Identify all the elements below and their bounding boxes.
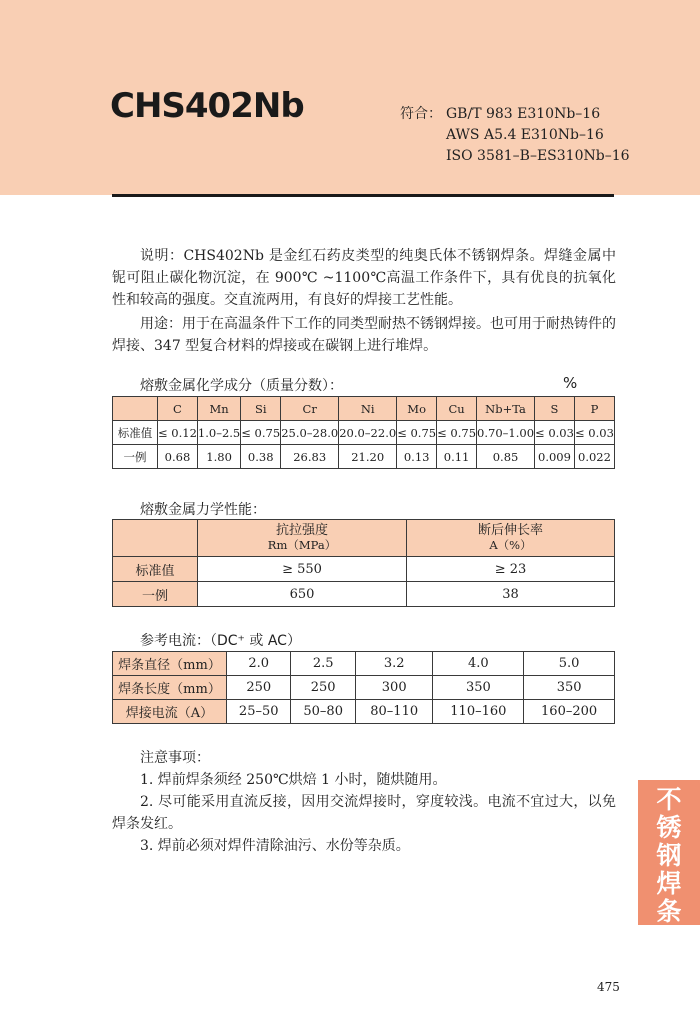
table-cell: 38 (407, 582, 615, 607)
table-cell: 25.0–28.0 (281, 421, 339, 445)
table-cell: 0.009 (535, 445, 575, 469)
column-header (198, 520, 407, 557)
table-row (113, 652, 615, 676)
table-cell: ≤ 0.75 (241, 421, 281, 445)
chemistry-table (112, 396, 615, 469)
table-cell: ≥ 23 (407, 557, 615, 582)
column-header: C (158, 397, 198, 421)
mechanical-section-title: 熔敷金属力学性能： (140, 502, 266, 518)
table-cell: 25–50 (227, 700, 291, 724)
table-cell: 50–80 (291, 700, 355, 724)
note-item: 3. 焊前必须对焊件清除油污、水份等杂质。 (140, 838, 410, 854)
conformity-standards (400, 104, 630, 167)
usage-text: 用于在高温条件下工作的同类型耐热不锈钢焊接。也可用于耐热铸件的焊接、347 型复合材料的焊接或在碳钢上进行堆焊。 (112, 316, 616, 354)
notes-section (112, 747, 616, 857)
standard-item: GB/T 983 E310Nb–16 (446, 106, 601, 122)
table-cell: ≥ 550 (198, 557, 407, 582)
table-cell: ≤ 0.03 (535, 421, 575, 445)
chemistry-section-title: 熔敷金属化学成分（质量分数）： (140, 378, 343, 394)
chemistry-unit: % (563, 374, 578, 392)
row-header: 一例 (113, 582, 198, 607)
table-cell: 160–200 (524, 700, 615, 724)
table-row (113, 700, 615, 724)
row-header: 焊条长度（mm） (113, 676, 227, 700)
table-cell: 3.2 (355, 652, 433, 676)
notes-title: 注意事项： (140, 750, 210, 766)
table-cell: 0.022 (574, 445, 614, 469)
current-table (112, 651, 615, 724)
table-cell: 21.20 (339, 445, 397, 469)
column-header: Nb+Ta (477, 397, 535, 421)
description-text: CHS402Nb 是金红石药皮类型的纯奥氏体不锈钢焊条。焊缝金属中铌可阻止碳化物沉淀，在 900℃ ~1100℃高温工作条件下，具有优良的抗氧化性和较高的强度。交直流两用，有良好的焊接工艺性能。 (112, 248, 617, 308)
standard-item: ISO 3581–B–ES310Nb–16 (446, 148, 630, 164)
page-title: CHS402Nb (110, 86, 304, 126)
tab-char: 钢 (656, 841, 682, 870)
page-number: 475 (597, 980, 620, 994)
table-cell: 110–160 (433, 700, 524, 724)
table-cell: 0.38 (241, 445, 281, 469)
tab-char: 焊 (656, 869, 682, 898)
header-rule (112, 194, 614, 197)
table-row (113, 557, 615, 582)
table-cell: 250 (291, 676, 355, 700)
column-header: Si (241, 397, 281, 421)
table-row (113, 582, 615, 607)
table-cell: ≤ 0.03 (574, 421, 614, 445)
table-row (113, 445, 615, 469)
column-header: Mo (397, 397, 437, 421)
table-cell: 4.0 (433, 652, 524, 676)
table-cell: 300 (355, 676, 433, 700)
table-cell: 1.80 (197, 445, 240, 469)
tab-char: 不 (656, 785, 682, 814)
table-cell: ≤ 0.75 (397, 421, 437, 445)
table-row (113, 676, 615, 700)
elongation-unit: A（%） (489, 538, 532, 552)
description-label: 说明： (140, 248, 184, 264)
column-header (113, 397, 158, 421)
column-header: Cr (281, 397, 339, 421)
table-cell: 80–110 (355, 700, 433, 724)
tab-char: 条 (656, 897, 682, 926)
elongation-header: 断后伸长率 (477, 523, 543, 538)
table-cell: 0.11 (437, 445, 477, 469)
conformity-label: 符合： (400, 106, 442, 122)
usage-paragraph (112, 313, 616, 357)
description-paragraph (112, 245, 616, 311)
table-cell: 2.5 (291, 652, 355, 676)
table-cell: 5.0 (524, 652, 615, 676)
table-cell: ≤ 0.12 (158, 421, 198, 445)
table-cell: 250 (227, 676, 291, 700)
column-header (407, 520, 615, 557)
table-cell: 0.13 (397, 445, 437, 469)
table-header-row (113, 520, 615, 557)
table-cell: 0.70–1.00 (477, 421, 535, 445)
row-header: 一例 (113, 445, 158, 469)
table-header-row (113, 397, 615, 421)
column-header (113, 520, 198, 557)
row-header: 焊条直径（mm） (113, 652, 227, 676)
column-header: P (574, 397, 614, 421)
column-header: Mn (197, 397, 240, 421)
current-section-title: 参考电流：（DC⁺ 或 AC） (140, 633, 301, 649)
table-cell: 350 (524, 676, 615, 700)
column-header: Cu (437, 397, 477, 421)
usage-label: 用途： (140, 316, 182, 332)
tab-char: 锈 (656, 813, 682, 842)
section-side-tab (638, 780, 700, 925)
note-item: 2. 尽可能采用直流反接，因用交流焊接时，穿度较浅。电流不宜过大，以免焊条发红。 (112, 794, 616, 832)
table-cell: 0.68 (158, 445, 198, 469)
table-cell: 650 (198, 582, 407, 607)
mechanical-table (112, 519, 615, 607)
table-cell: 1.0–2.5 (197, 421, 240, 445)
table-cell: 26.83 (281, 445, 339, 469)
row-header: 标准值 (113, 421, 158, 445)
table-cell: 2.0 (227, 652, 291, 676)
standard-item: AWS A5.4 E310Nb–16 (446, 127, 604, 143)
table-cell: ≤ 0.75 (437, 421, 477, 445)
note-item: 1. 焊前焊条须经 250℃烘焙 1 小时，随烘随用。 (140, 772, 447, 788)
table-row (113, 421, 615, 445)
row-header: 标准值 (113, 557, 198, 582)
tensile-header: 抗拉强度 (275, 523, 328, 538)
row-header: 焊接电流（A） (113, 700, 227, 724)
column-header: S (535, 397, 575, 421)
table-cell: 0.85 (477, 445, 535, 469)
table-cell: 350 (433, 676, 524, 700)
table-cell: 20.0–22.0 (339, 421, 397, 445)
tensile-unit: Rm（MPa） (267, 538, 337, 552)
column-header: Ni (339, 397, 397, 421)
